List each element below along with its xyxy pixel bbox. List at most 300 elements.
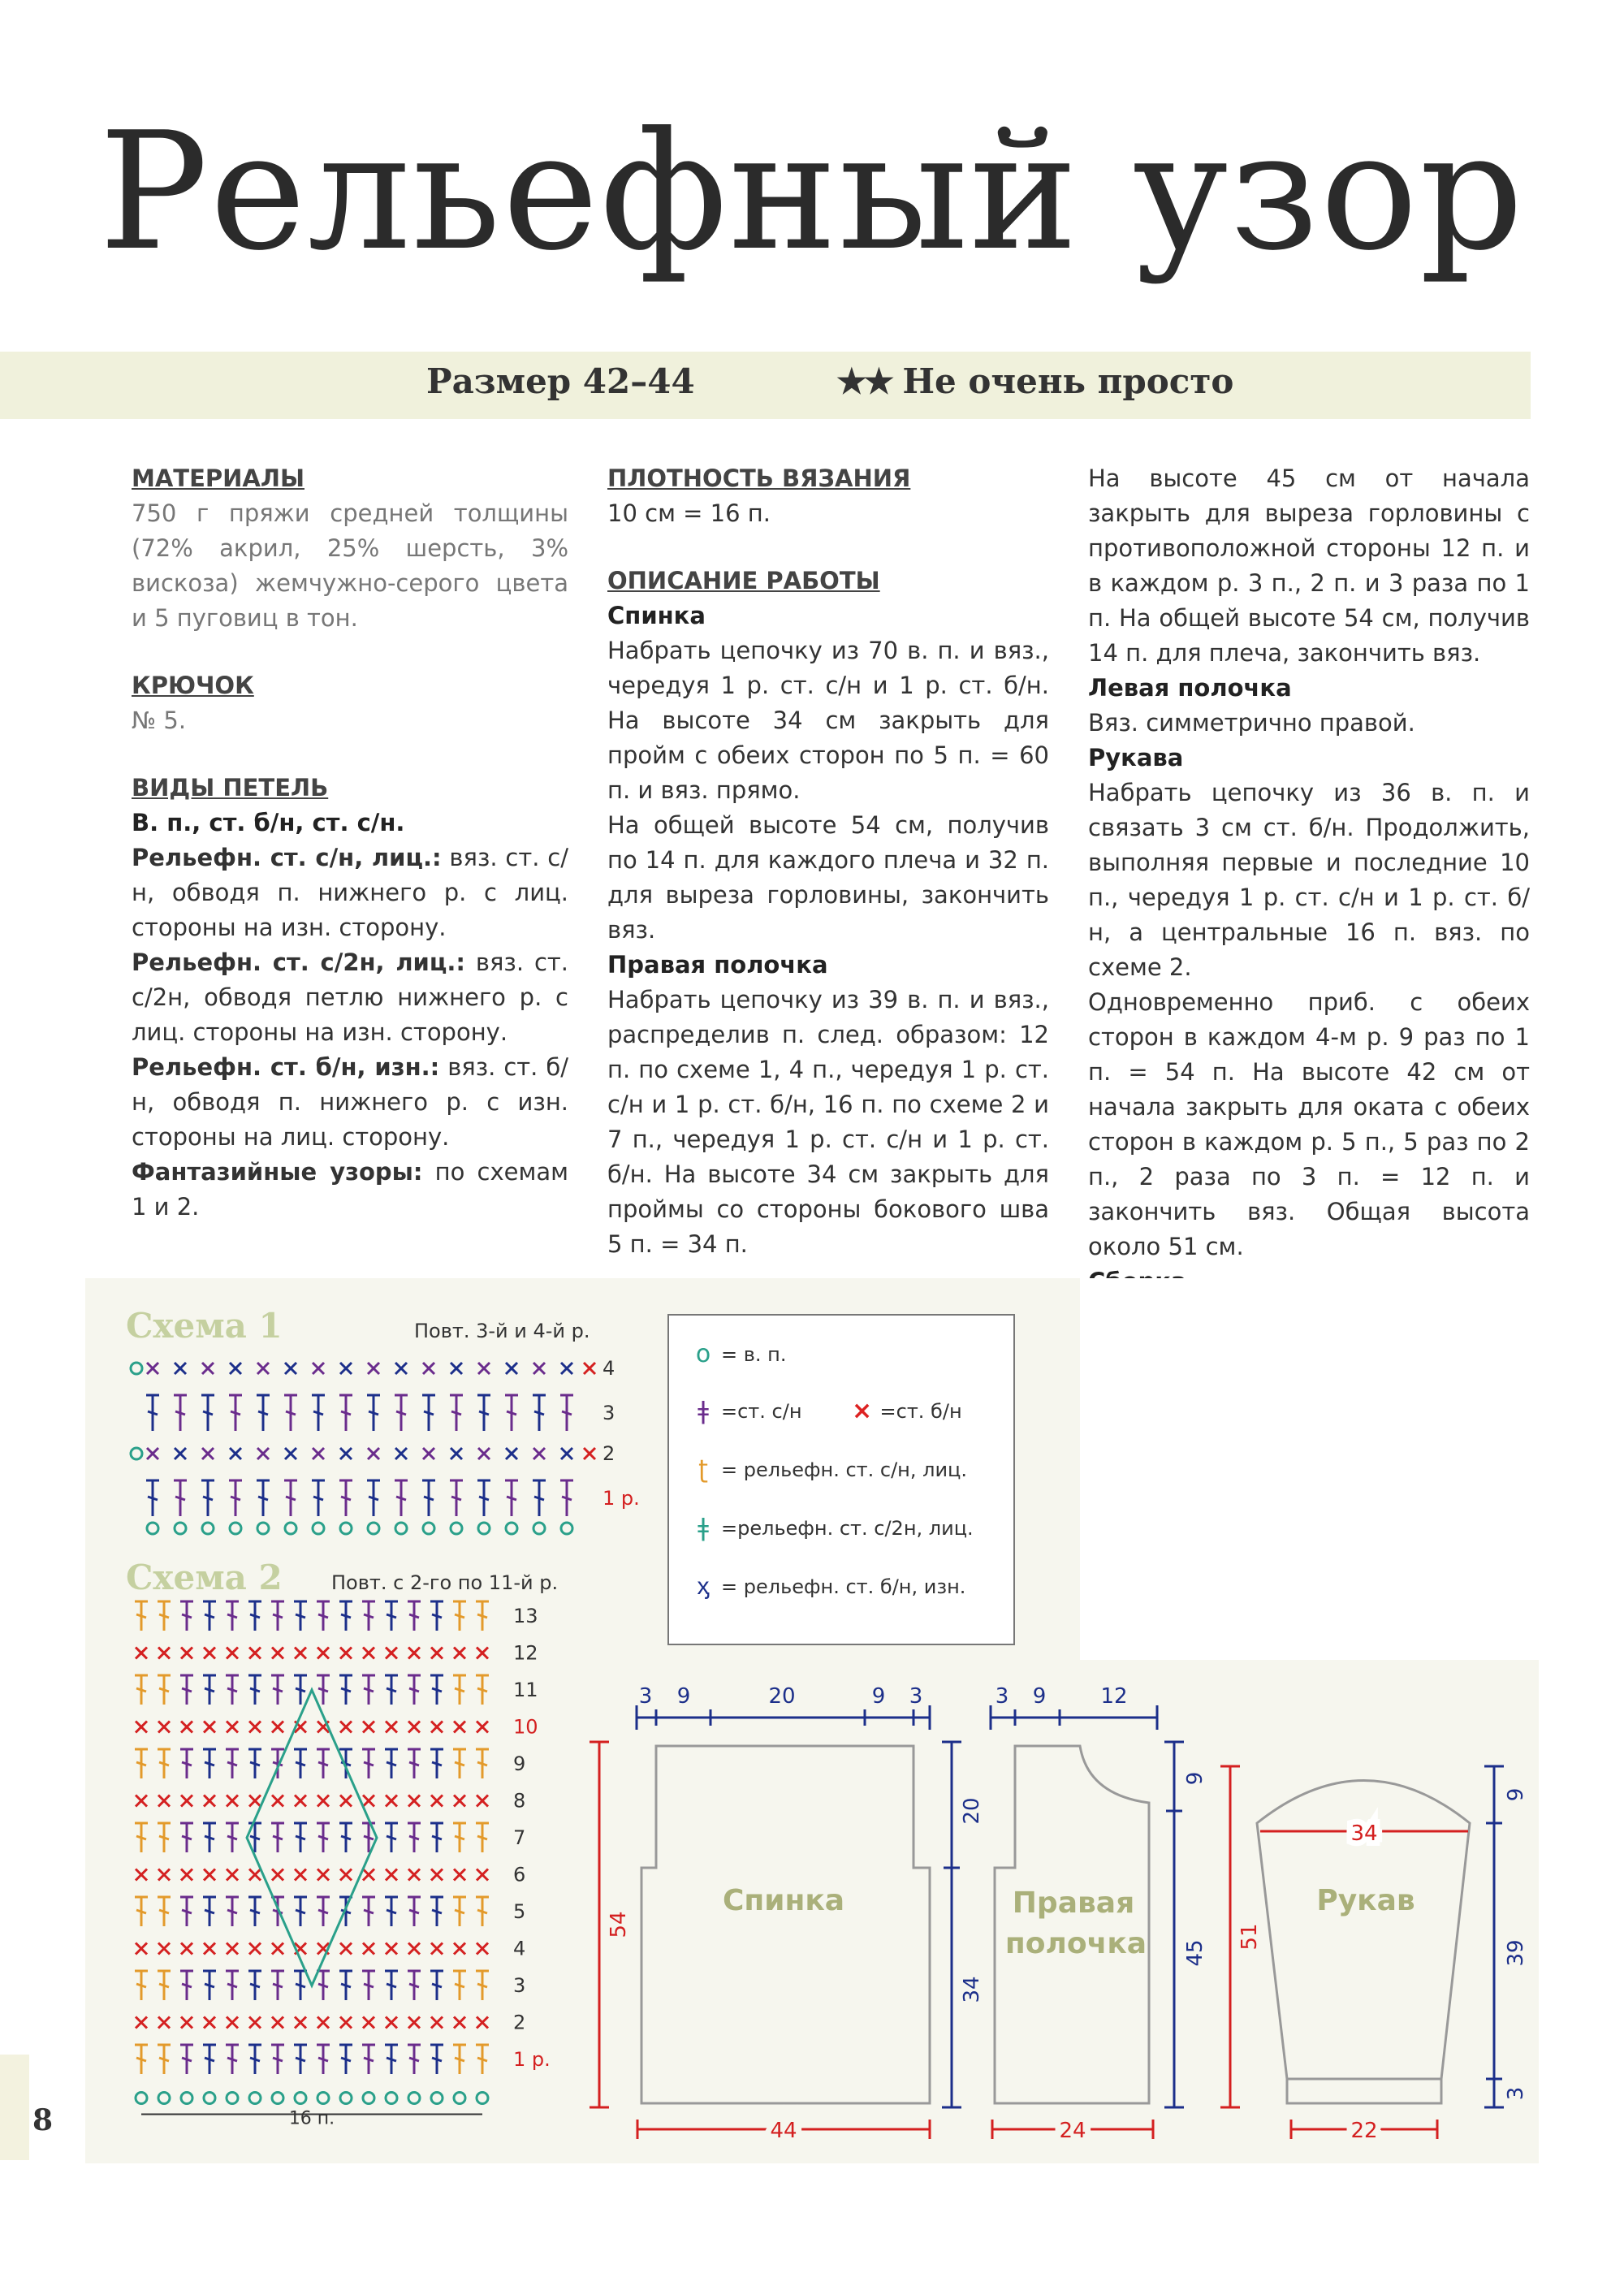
hook-heading: КРЮЧОК xyxy=(132,672,254,699)
sleeves-heading: Рукава xyxy=(1088,744,1184,771)
schema2-dc xyxy=(408,1749,421,1778)
schema2-chain xyxy=(431,2093,443,2104)
schema2-sc xyxy=(295,1869,306,1881)
schema2-dc xyxy=(453,2045,466,2074)
schema2-dc xyxy=(408,1675,421,1705)
schema1-dc-r3 xyxy=(284,1395,297,1431)
back-top-4: 9 xyxy=(871,1684,886,1709)
schema2-sc xyxy=(158,1943,170,1955)
back-top-1: 3 xyxy=(638,1684,653,1709)
left-front-heading: Левая полочка xyxy=(1088,674,1292,702)
front-height: 51 xyxy=(1237,1923,1262,1951)
schema1-sc-r4 xyxy=(423,1363,434,1374)
schema2-dc xyxy=(476,1601,489,1631)
schema2-sc xyxy=(317,1648,329,1659)
legend-sc-label: =ст. б/н xyxy=(879,1399,962,1423)
schema2-sc xyxy=(249,1795,261,1807)
schema2-dc xyxy=(158,2045,171,2074)
schema2-sc xyxy=(454,1795,465,1807)
schema2-dc xyxy=(339,1601,352,1631)
schema2-dc xyxy=(339,1749,352,1778)
schema2-sc xyxy=(386,1722,397,1733)
schema2-dc xyxy=(385,2045,398,2074)
schema1-sc-end xyxy=(584,1448,595,1459)
schema1-sc-r2 xyxy=(340,1448,352,1459)
schema2-sc xyxy=(249,1648,261,1659)
schema1-dc-r3 xyxy=(229,1395,242,1431)
schema1-sc-r4 xyxy=(340,1363,352,1374)
schema2-sc xyxy=(340,1648,352,1659)
schema1-row-label: 1 р. xyxy=(603,1487,640,1510)
schema2-sc xyxy=(136,1869,147,1881)
schema2-sc xyxy=(227,1722,238,1733)
schema2-sc xyxy=(386,1943,397,1955)
sc-icon: × xyxy=(851,1397,873,1425)
sleeve-cap: 9 xyxy=(1504,1787,1528,1802)
schema2-dc xyxy=(180,1823,193,1852)
schema1-sc-r4 xyxy=(285,1363,296,1374)
schema2-dc xyxy=(271,1971,284,2000)
schema1-chain xyxy=(368,1523,379,1534)
schema2-dc xyxy=(385,1675,398,1705)
schema2-dc xyxy=(226,1897,239,1926)
schema2-sc xyxy=(477,1943,488,1955)
schema2-sc xyxy=(272,1648,283,1659)
schema2-dc xyxy=(339,1897,352,1926)
schema2-dc xyxy=(248,1601,261,1631)
schema1-sc-r2 xyxy=(313,1448,324,1459)
schema2-dc xyxy=(271,1823,284,1852)
schema2-dc xyxy=(362,2045,375,2074)
schema1-repeat: Повт. 3-й и 4-й р. xyxy=(414,1320,590,1342)
schema1-sc-r2 xyxy=(478,1448,490,1459)
schema2-dc xyxy=(135,1823,148,1852)
schema2-row-label: 6 xyxy=(513,1863,526,1886)
schema1-dc-r1 xyxy=(367,1480,380,1516)
schema2-chain xyxy=(408,2093,420,2104)
schema1-chain xyxy=(147,1523,158,1534)
back-outline xyxy=(641,1746,930,2103)
schema2-sc xyxy=(158,1869,170,1881)
stitch-name-3: Рельефн. ст. б/н, изн.: xyxy=(132,1053,440,1081)
schema2-dc xyxy=(203,2045,216,2074)
schema2-sc xyxy=(454,1943,465,1955)
schema2-sc xyxy=(272,1943,283,1955)
schema2-sc xyxy=(227,1795,238,1807)
front-outline xyxy=(995,1746,1149,2103)
schema2-dc xyxy=(203,1601,216,1631)
schema2-chain xyxy=(181,2093,192,2104)
schema2-dc xyxy=(408,1897,421,1926)
schema1-sc-r2 xyxy=(285,1448,296,1459)
schema2-dc xyxy=(362,1897,375,1926)
schema1-chart xyxy=(130,1348,640,1543)
schema2-sc xyxy=(204,1869,215,1881)
legend-dc-label: =ст. с/н xyxy=(721,1399,802,1423)
schema2-dc xyxy=(317,1675,330,1705)
schema2-dc xyxy=(203,1971,216,2000)
schema2-dc xyxy=(476,1897,489,1926)
legend-relief-sc xyxy=(692,1572,965,1601)
stitch-desc-3 xyxy=(132,1050,568,1155)
schema2-sc xyxy=(204,1722,215,1733)
schema1-dc-r1 xyxy=(450,1480,463,1516)
schema2-dc xyxy=(385,1601,398,1631)
hook-text: № 5. xyxy=(132,707,187,734)
schema2-sc xyxy=(454,2017,465,2029)
schema2-dc xyxy=(453,1749,466,1778)
schema1-sc-r2 xyxy=(175,1448,186,1459)
schema2-sc xyxy=(408,2017,420,2029)
schema2-dc xyxy=(135,1897,148,1926)
schema1-dc-r1 xyxy=(312,1480,325,1516)
schema1-sc-r2 xyxy=(533,1448,545,1459)
schema2-dc xyxy=(180,2045,193,2074)
schema1-dc-r1 xyxy=(477,1480,490,1516)
schema2-sc xyxy=(181,1648,192,1659)
schema2-dc xyxy=(317,1749,330,1778)
schema2-sc xyxy=(158,2017,170,2029)
symbol-legend xyxy=(667,1314,1015,1645)
schema2-sc xyxy=(431,1869,443,1881)
schema2-sc xyxy=(408,1869,420,1881)
schema2-dc xyxy=(476,1823,489,1852)
schema2-sc xyxy=(181,2017,192,2029)
schema2-dc xyxy=(248,1897,261,1926)
schema2-sc xyxy=(181,1722,192,1733)
schema2-sc xyxy=(477,2017,488,2029)
schema2-row-label: 7 xyxy=(513,1826,526,1849)
schema2-dc xyxy=(476,2045,489,2074)
schema1-chain xyxy=(561,1523,572,1534)
schema1-dc-r3 xyxy=(174,1395,187,1431)
dc-icon: ǂ xyxy=(698,1397,709,1425)
schema2-sc xyxy=(295,1795,306,1807)
schema2-sc xyxy=(227,1869,238,1881)
schema2-dc xyxy=(158,1897,171,1926)
front-neck: 9 xyxy=(1183,1771,1207,1786)
schema1-sc-r2 xyxy=(147,1448,158,1459)
schema1-chain xyxy=(313,1523,324,1534)
back-heading: Спинка xyxy=(607,602,706,629)
schema2-dc xyxy=(430,1971,443,2000)
neck-text: На высоте 45 см от начала закрыть для выреза горловины с противоположной стороны 12 п. и в каждом р. 3 п., 2 п. и 3 раза по 1 п. На общей высоте 54 см, получив 14 п. для плеча, закончить вяз. xyxy=(1088,465,1530,667)
schema1-sc-r4 xyxy=(230,1363,241,1374)
schema1-dc-r1 xyxy=(533,1480,546,1516)
schema1-row-label: 4 xyxy=(603,1357,615,1380)
legend-relief-tr-label: =рельефн. ст. с/2н, лиц. xyxy=(721,1516,974,1540)
schema2-dc xyxy=(158,1601,171,1631)
schema2-sc xyxy=(181,1869,192,1881)
schema2-dc xyxy=(226,1675,239,1705)
schema2-sc xyxy=(431,2017,443,2029)
schema2-width-label: 16 п. xyxy=(288,2108,335,2129)
schema1-dc-r1 xyxy=(339,1480,352,1516)
page-tab xyxy=(0,2055,29,2160)
schema1-sc-r4 xyxy=(147,1363,158,1374)
schema2-sc xyxy=(386,1648,397,1659)
stitch-name-1: Рельефн. ст. с/н, лиц.: xyxy=(132,844,442,871)
schema2-dc xyxy=(271,1601,284,1631)
schema1-sc-r2 xyxy=(561,1448,572,1459)
schema2-dc xyxy=(248,2045,261,2074)
schema2-dc xyxy=(158,1823,171,1852)
difficulty-label xyxy=(836,361,1233,401)
schema2-dc xyxy=(317,1971,330,2000)
stitches-heading: ВИДЫ ПЕТЕЛЬ xyxy=(132,774,329,802)
schema1-sc-r2 xyxy=(506,1448,517,1459)
schema1-dc-r1 xyxy=(174,1480,187,1516)
schema1-dc-r3 xyxy=(312,1395,325,1431)
schema1-sc-r4 xyxy=(368,1363,379,1374)
schema1-sc-r2 xyxy=(423,1448,434,1459)
back-text-2: На общей высоте 54 см, получив по 14 п. для каждого плеча и 32 п. для выреза горловины, закончить вяз. xyxy=(607,811,1049,944)
schema2-sc xyxy=(363,1869,374,1881)
schema1-dc-r3 xyxy=(257,1395,270,1431)
schema2-dc xyxy=(203,1749,216,1778)
schema2-chain xyxy=(317,2093,329,2104)
schema2-dc xyxy=(430,1897,443,1926)
garment-schematic xyxy=(585,1673,1543,2160)
back-side-total: 54 xyxy=(607,1911,631,1938)
schema2-chain xyxy=(386,2093,397,2104)
schema2-dc xyxy=(203,1823,216,1852)
schema2-dc xyxy=(180,1601,193,1631)
schema2-dc xyxy=(385,1897,398,1926)
schema2-row-label: 1 р. xyxy=(513,2048,551,2071)
schema2-sc xyxy=(340,1943,352,1955)
schema1-dc-r3 xyxy=(367,1395,380,1431)
schema2-dc xyxy=(430,1675,443,1705)
stitch-name-4: Фантазийные узоры: xyxy=(132,1158,423,1186)
back-top-5: 3 xyxy=(909,1684,923,1709)
schema2-title: Схема 2 xyxy=(126,1558,283,1597)
schema1-sc-r2 xyxy=(451,1448,462,1459)
size-label: Размер 42–44 xyxy=(426,361,695,401)
back-side-upper: 20 xyxy=(960,1797,984,1825)
schema1-row-label: 3 xyxy=(603,1402,615,1424)
schema2-row-label: 12 xyxy=(513,1641,538,1665)
schema1-sc-r4 xyxy=(395,1363,407,1374)
schema2-chain xyxy=(204,2093,215,2104)
schema2-sc xyxy=(454,1869,465,1881)
schema2-sc xyxy=(477,1648,488,1659)
schema2-sc xyxy=(249,1943,261,1955)
schema2-dc xyxy=(294,1897,307,1926)
schema2-chain xyxy=(295,2093,306,2104)
schema2-row-label: 13 xyxy=(513,1605,538,1627)
schema1-dc-r1 xyxy=(229,1480,242,1516)
schema1-chain xyxy=(175,1523,186,1534)
schema2-dc xyxy=(135,2045,148,2074)
schema1-turn-chain xyxy=(131,1448,142,1459)
schema1-dc-r3 xyxy=(422,1395,435,1431)
schema1-sc-r2 xyxy=(368,1448,379,1459)
front-top-3: 12 xyxy=(1100,1684,1128,1709)
front-bottom: 24 xyxy=(1059,2119,1086,2143)
schema2-sc xyxy=(477,1722,488,1733)
schema2-dc xyxy=(271,1675,284,1705)
schema2-sc xyxy=(363,1722,374,1733)
difficulty-stars-icon: ★★ xyxy=(836,361,892,401)
schema2-sc xyxy=(386,1869,397,1881)
schema2-dc xyxy=(294,1675,307,1705)
schema2-dc xyxy=(317,1897,330,1926)
schema1-dc-r1 xyxy=(201,1480,214,1516)
schema2-row-label: 9 xyxy=(513,1752,526,1775)
right-front-text: Набрать цепочку из 39 в. п. и вяз., распределив п. след. образом: 12 п. по схеме 1, 4 п., чередуя 1 р. ст. с/н и 1 р. ст. б/н, 16 п. по схеме 2 и 7 п., чередуя 1 р. ст. с/н и 1 р. ст. б/н. На высоте 34 см закрыть для проймы со стороны бокового шва 5 п. = 34 п. xyxy=(607,986,1049,1258)
panel-cutout xyxy=(1080,1278,1567,1660)
schema2-chart xyxy=(130,1600,585,2144)
schema2-chain xyxy=(272,2093,283,2104)
schema2-sc xyxy=(386,2017,397,2029)
legend-relief-tr xyxy=(692,1514,974,1542)
schema1-chain xyxy=(340,1523,352,1534)
schema2-dc xyxy=(408,1601,421,1631)
schema2-sc xyxy=(204,1795,215,1807)
schema2-sc xyxy=(386,1795,397,1807)
stitch-text-4: по схемам 1 и 2. xyxy=(132,1158,568,1221)
schema1-dc-r1 xyxy=(505,1480,518,1516)
schema1-title: Схема 1 xyxy=(126,1306,283,1346)
schema1-dc-r3 xyxy=(450,1395,463,1431)
relief-tr-icon: ǂ xyxy=(698,1514,709,1542)
schema2-dc xyxy=(135,1971,148,2000)
legend-relief-sc-label: = рельефн. ст. б/н, изн. xyxy=(721,1575,966,1598)
schema2-dc xyxy=(362,1971,375,2000)
schema1-chain xyxy=(395,1523,407,1534)
schema2-sc xyxy=(408,1943,420,1955)
schema2-sc xyxy=(340,1869,352,1881)
schema2-dc xyxy=(339,1823,352,1852)
legend-chain-label: = в. п. xyxy=(721,1342,787,1366)
schema2-sc xyxy=(477,1869,488,1881)
schema2-dc xyxy=(158,1675,171,1705)
schema2-dc xyxy=(385,1823,398,1852)
schema2-chain xyxy=(227,2093,238,2104)
schema2-dc xyxy=(226,1601,239,1631)
right-front-heading: Правая полочка xyxy=(607,951,828,979)
schema2-sc xyxy=(431,1795,443,1807)
schema2-chain xyxy=(454,2093,465,2104)
schema2-dc xyxy=(317,1601,330,1631)
schema2-chain xyxy=(158,2093,170,2104)
schema2-sc xyxy=(249,1869,261,1881)
schema2-dc xyxy=(203,1675,216,1705)
relief-sc-icon: ᶍ xyxy=(697,1572,710,1601)
stitch-text-2: вяз. ст. с/2н, обводя петлю нижнего р. с лиц. стороны на изн. сторону. xyxy=(132,949,569,1046)
schema2-dc xyxy=(135,1675,148,1705)
schema2-sc xyxy=(295,2017,306,2029)
schema2-sc xyxy=(249,2017,261,2029)
schema2-sc xyxy=(408,1648,420,1659)
schema2-dc xyxy=(248,1971,261,2000)
back-label: Спинка xyxy=(722,1884,845,1917)
legend-relief-dc xyxy=(692,1455,967,1484)
schema1-dc-r3 xyxy=(533,1395,546,1431)
info-band xyxy=(0,352,1531,419)
schema2-dc xyxy=(226,1749,239,1778)
front-total: 45 xyxy=(1183,1939,1207,1967)
schema2-dc xyxy=(135,1601,148,1631)
schema2-dc xyxy=(180,1971,193,2000)
schema2-sc xyxy=(340,1722,352,1733)
schema2-dc xyxy=(476,1675,489,1705)
schema2-dc xyxy=(476,1749,489,1778)
relief-dc-icon: ʈ xyxy=(698,1455,708,1484)
schema2-sc xyxy=(204,1648,215,1659)
schema2-sc xyxy=(227,2017,238,2029)
schema2-sc xyxy=(431,1943,443,1955)
schema1-dc-r1 xyxy=(146,1480,159,1516)
schema1-turn-chain xyxy=(131,1363,142,1374)
schema1-sc-r4 xyxy=(478,1363,490,1374)
left-front-text: Вяз. симметрично правой. xyxy=(1088,709,1415,737)
schema1-dc-r3 xyxy=(201,1395,214,1431)
schema1-chain xyxy=(257,1523,269,1534)
schema2-dc xyxy=(385,1749,398,1778)
column-materials xyxy=(132,461,568,1225)
schema2-dc xyxy=(294,1823,307,1852)
schema1-chain xyxy=(202,1523,214,1534)
schema2-dc xyxy=(339,2045,352,2074)
schema2-dc xyxy=(430,1823,443,1852)
schema2-dc xyxy=(271,1749,284,1778)
schema2-sc xyxy=(136,1943,147,1955)
schema2-dc xyxy=(203,1897,216,1926)
legend-dc xyxy=(692,1397,962,1425)
schema1-sc-end xyxy=(584,1363,595,1374)
sleeve-bottom: 22 xyxy=(1350,2119,1378,2143)
schema2-dc xyxy=(453,1823,466,1852)
schema2-dc xyxy=(158,1971,171,2000)
chain-icon: o xyxy=(695,1340,711,1368)
sleeve-width: 34 xyxy=(1350,1821,1378,1846)
schema2-sc xyxy=(158,1795,170,1807)
schema2-sc xyxy=(181,1795,192,1807)
schema2-sc xyxy=(363,1648,374,1659)
schema2-dc xyxy=(294,1749,307,1778)
schema1-chain xyxy=(533,1523,545,1534)
page-number: 8 xyxy=(32,2103,54,2137)
schema1-sc-r4 xyxy=(313,1363,324,1374)
schema1-sc-r4 xyxy=(202,1363,214,1374)
schema2-sc xyxy=(295,1648,306,1659)
schema1-sc-r4 xyxy=(506,1363,517,1374)
schema2-row-label: 4 xyxy=(513,1937,526,1960)
schema2-dc xyxy=(135,1749,148,1778)
schema2-sc xyxy=(317,1795,329,1807)
schema1-chain xyxy=(478,1523,490,1534)
schema1-dc-r3 xyxy=(146,1395,159,1431)
schema2-sc xyxy=(204,1943,215,1955)
schema2-chain xyxy=(363,2093,374,2104)
schema1-sc-r2 xyxy=(230,1448,241,1459)
schema2-dc xyxy=(317,1823,330,1852)
schema2-sc xyxy=(136,1648,147,1659)
schema2-sc xyxy=(477,1795,488,1807)
density-heading: ПЛОТНОСТЬ ВЯЗАНИЯ xyxy=(607,465,911,492)
schema2-diamond xyxy=(247,1690,377,1986)
schema2-sc xyxy=(431,1722,443,1733)
schema2-sc xyxy=(340,2017,352,2029)
schema2-sc xyxy=(363,1795,374,1807)
schema1-row-label: 2 xyxy=(603,1442,615,1465)
schema2-chain xyxy=(477,2093,488,2104)
front-label-2: полочка xyxy=(1004,1927,1147,1960)
schema2-chain xyxy=(249,2093,261,2104)
schema2-sc xyxy=(136,1795,147,1807)
